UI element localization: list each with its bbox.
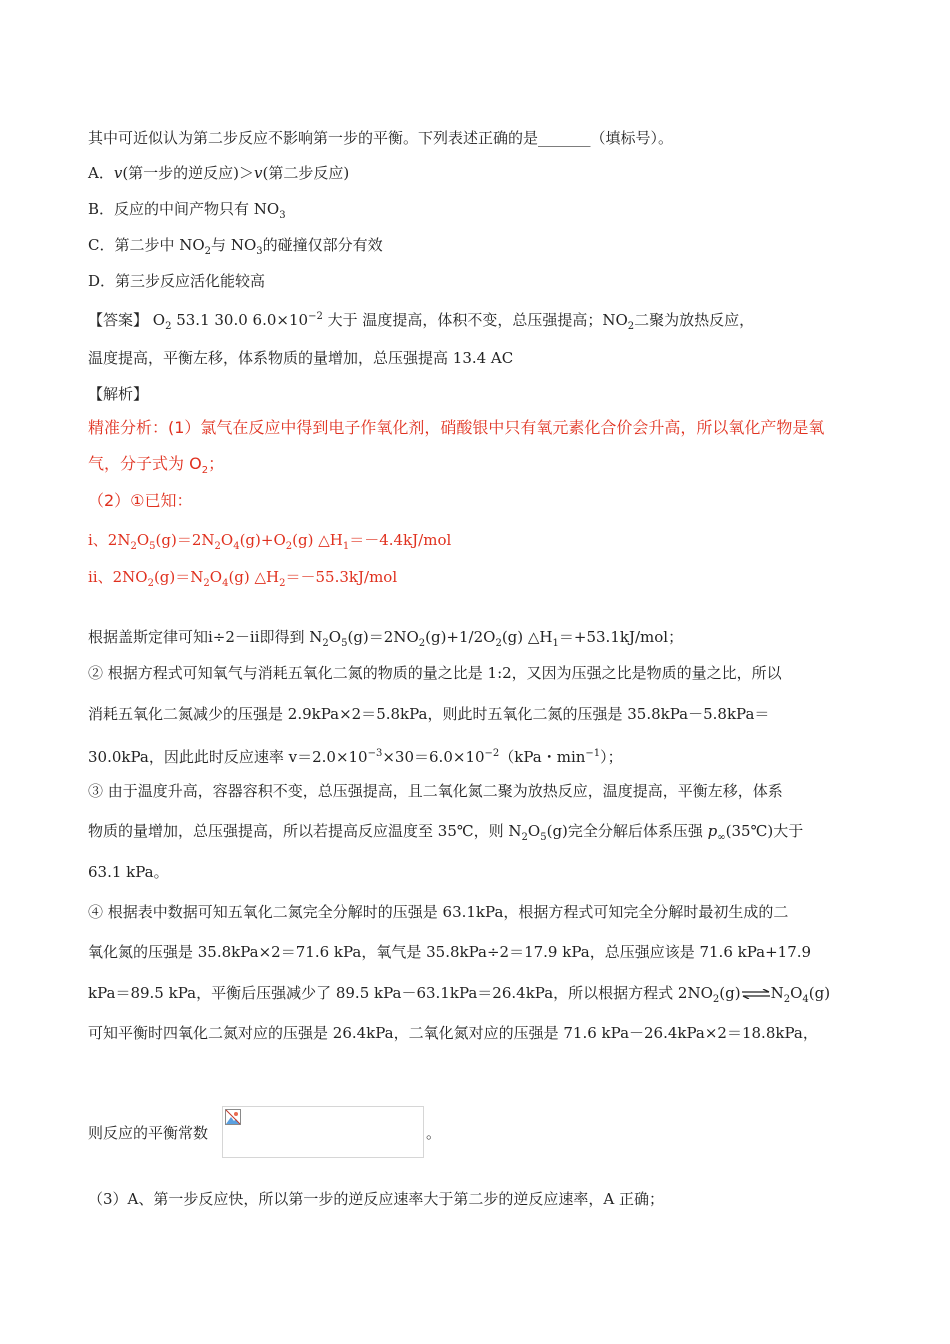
equilibrium-constant-period: 。 — [426, 1124, 442, 1142]
option-b: B．反应的中间产物只有 $NO_3$ — [88, 200, 286, 221]
analysis-red-2: 气，分子式为 $O_2$； — [88, 454, 225, 477]
answer-line: 【答案】 $O_2$ 53.1 30.0 $6.0\times 10^{-2}$ 大于 温度提高，体积不变，总压强提高；$NO_2$二聚为放热反应， — [88, 311, 755, 332]
paragraph-3-line-1: ③ 由于温度升高，容器容积不变，总压强提高，且二氧化氮二聚为放热反应，温度提高，平衡左移，体系 — [88, 782, 783, 800]
analysis-red-3: （2）①已知： — [88, 491, 193, 510]
answer-line-2: 温度提高，平衡左移，体系物质的量增加，总压强提高 13.4 AC — [88, 349, 514, 367]
paragraph-3-line-2: 物质的量增加，总压强提高，所以若提高反应温度至 35℃，则 $N_2O_5(g)$完全分解后体系压强 $p_\infty(35℃)$大于 — [88, 822, 804, 843]
paragraph-4-line-1: ④ 根据表中数据可知五氧化二氮完全分解时的压强是 63.1kPa，根据方程式可知完全分解时最初生成的二 — [88, 903, 789, 921]
equilibrium-arrows-icon — [741, 989, 771, 999]
paragraph-2-line-1: ② 根据方程式可知氧气与消耗五氧化二氮的物质的量之比是 1:2，又因为压强之比是物质的量之比，所以 — [88, 664, 782, 682]
paragraph-3-line-3: 63.1 kPa。 — [88, 863, 169, 881]
analysis-red-1: 精准分析：(1）氯气在反应中得到电子作氧化剂，硝酸银中只有氧元素化合价会升高，所以氧化产物是氧 — [88, 418, 825, 437]
option-c: C．第二步中 $NO_2$与 $NO_3$的碰撞仅部分有效 — [88, 236, 383, 257]
broken-image-icon — [225, 1109, 241, 1125]
paragraph-4-line-3: kPa＝89.5 kPa，平衡后压强减少了 89.5 kPa－63.1kPa＝26.4kPa，所以根据方程式 $2NO_2(g)$ $N_2O_4(g)$ — [88, 984, 831, 1005]
equation-ii: ⅱ、$2NO_2(g)=N_2O_4(g)$ $\triangle H_2=-55.3kJ$/mol — [88, 568, 398, 589]
paragraph-2-line-2: 消耗五氧化二氮减少的压强是 2.9kPa×2＝5.8kPa，则此时五氧化二氮的压强是 35.8kPa－5.8kPa＝ — [88, 705, 770, 723]
paragraph-4-line-4: 可知平衡时四氧化二氮对应的压强是 26.4kPa，二氧化氮对应的压强是 71.6 kPa－26.4kPa×2＝18.8kPa， — [88, 1024, 818, 1042]
paragraph-2-line-3: 30.0kPa，因此此时反应速率 $v=2.0\times 10^{-3}\times 30=6.0\times 10^{-2}(kPa$・$\min^{-1}$）； — [88, 748, 623, 766]
analysis-heading: 【解析】 — [88, 385, 149, 403]
paragraph-4-line-2: 氧化氮的压强是 35.8kPa×2＝71.6 kPa，氧气是 35.8kPa÷2＝17.9 kPa，总压强应该是 71.6 kPa+17.9 — [88, 943, 812, 961]
formula-image-placeholder — [222, 1106, 424, 1158]
part-3-line-1: （3）A、第一步反应快，所以第一步的逆反应速率大于第二步的逆反应速率，A 正确； — [88, 1190, 664, 1208]
question-stem: 其中可近似认为第二步反应不影响第一步的平衡。下列表述正确的是_______（填标号）。 — [88, 129, 674, 147]
hess-law-line: 根据盖斯定律可知ⅰ÷2－ⅱ即得到 $N_2O_5(g)=2NO_2(g)+1/2O_2(g)$ $\triangle H_1=+53.1kJ$/mol； — [88, 628, 684, 649]
option-a: A．v(第一步的逆反应)＞v(第二步反应) — [88, 164, 350, 182]
option-d: D．第三步反应活化能较高 — [88, 272, 266, 290]
equilibrium-constant-line: 则反应的平衡常数 — [88, 1124, 209, 1142]
equation-i: ⅰ、$2N_2O_5(g)=2N_2O_4(g)+O_2(g)$ $\triangle H_1=-4.4kJ$/mol — [88, 531, 452, 552]
